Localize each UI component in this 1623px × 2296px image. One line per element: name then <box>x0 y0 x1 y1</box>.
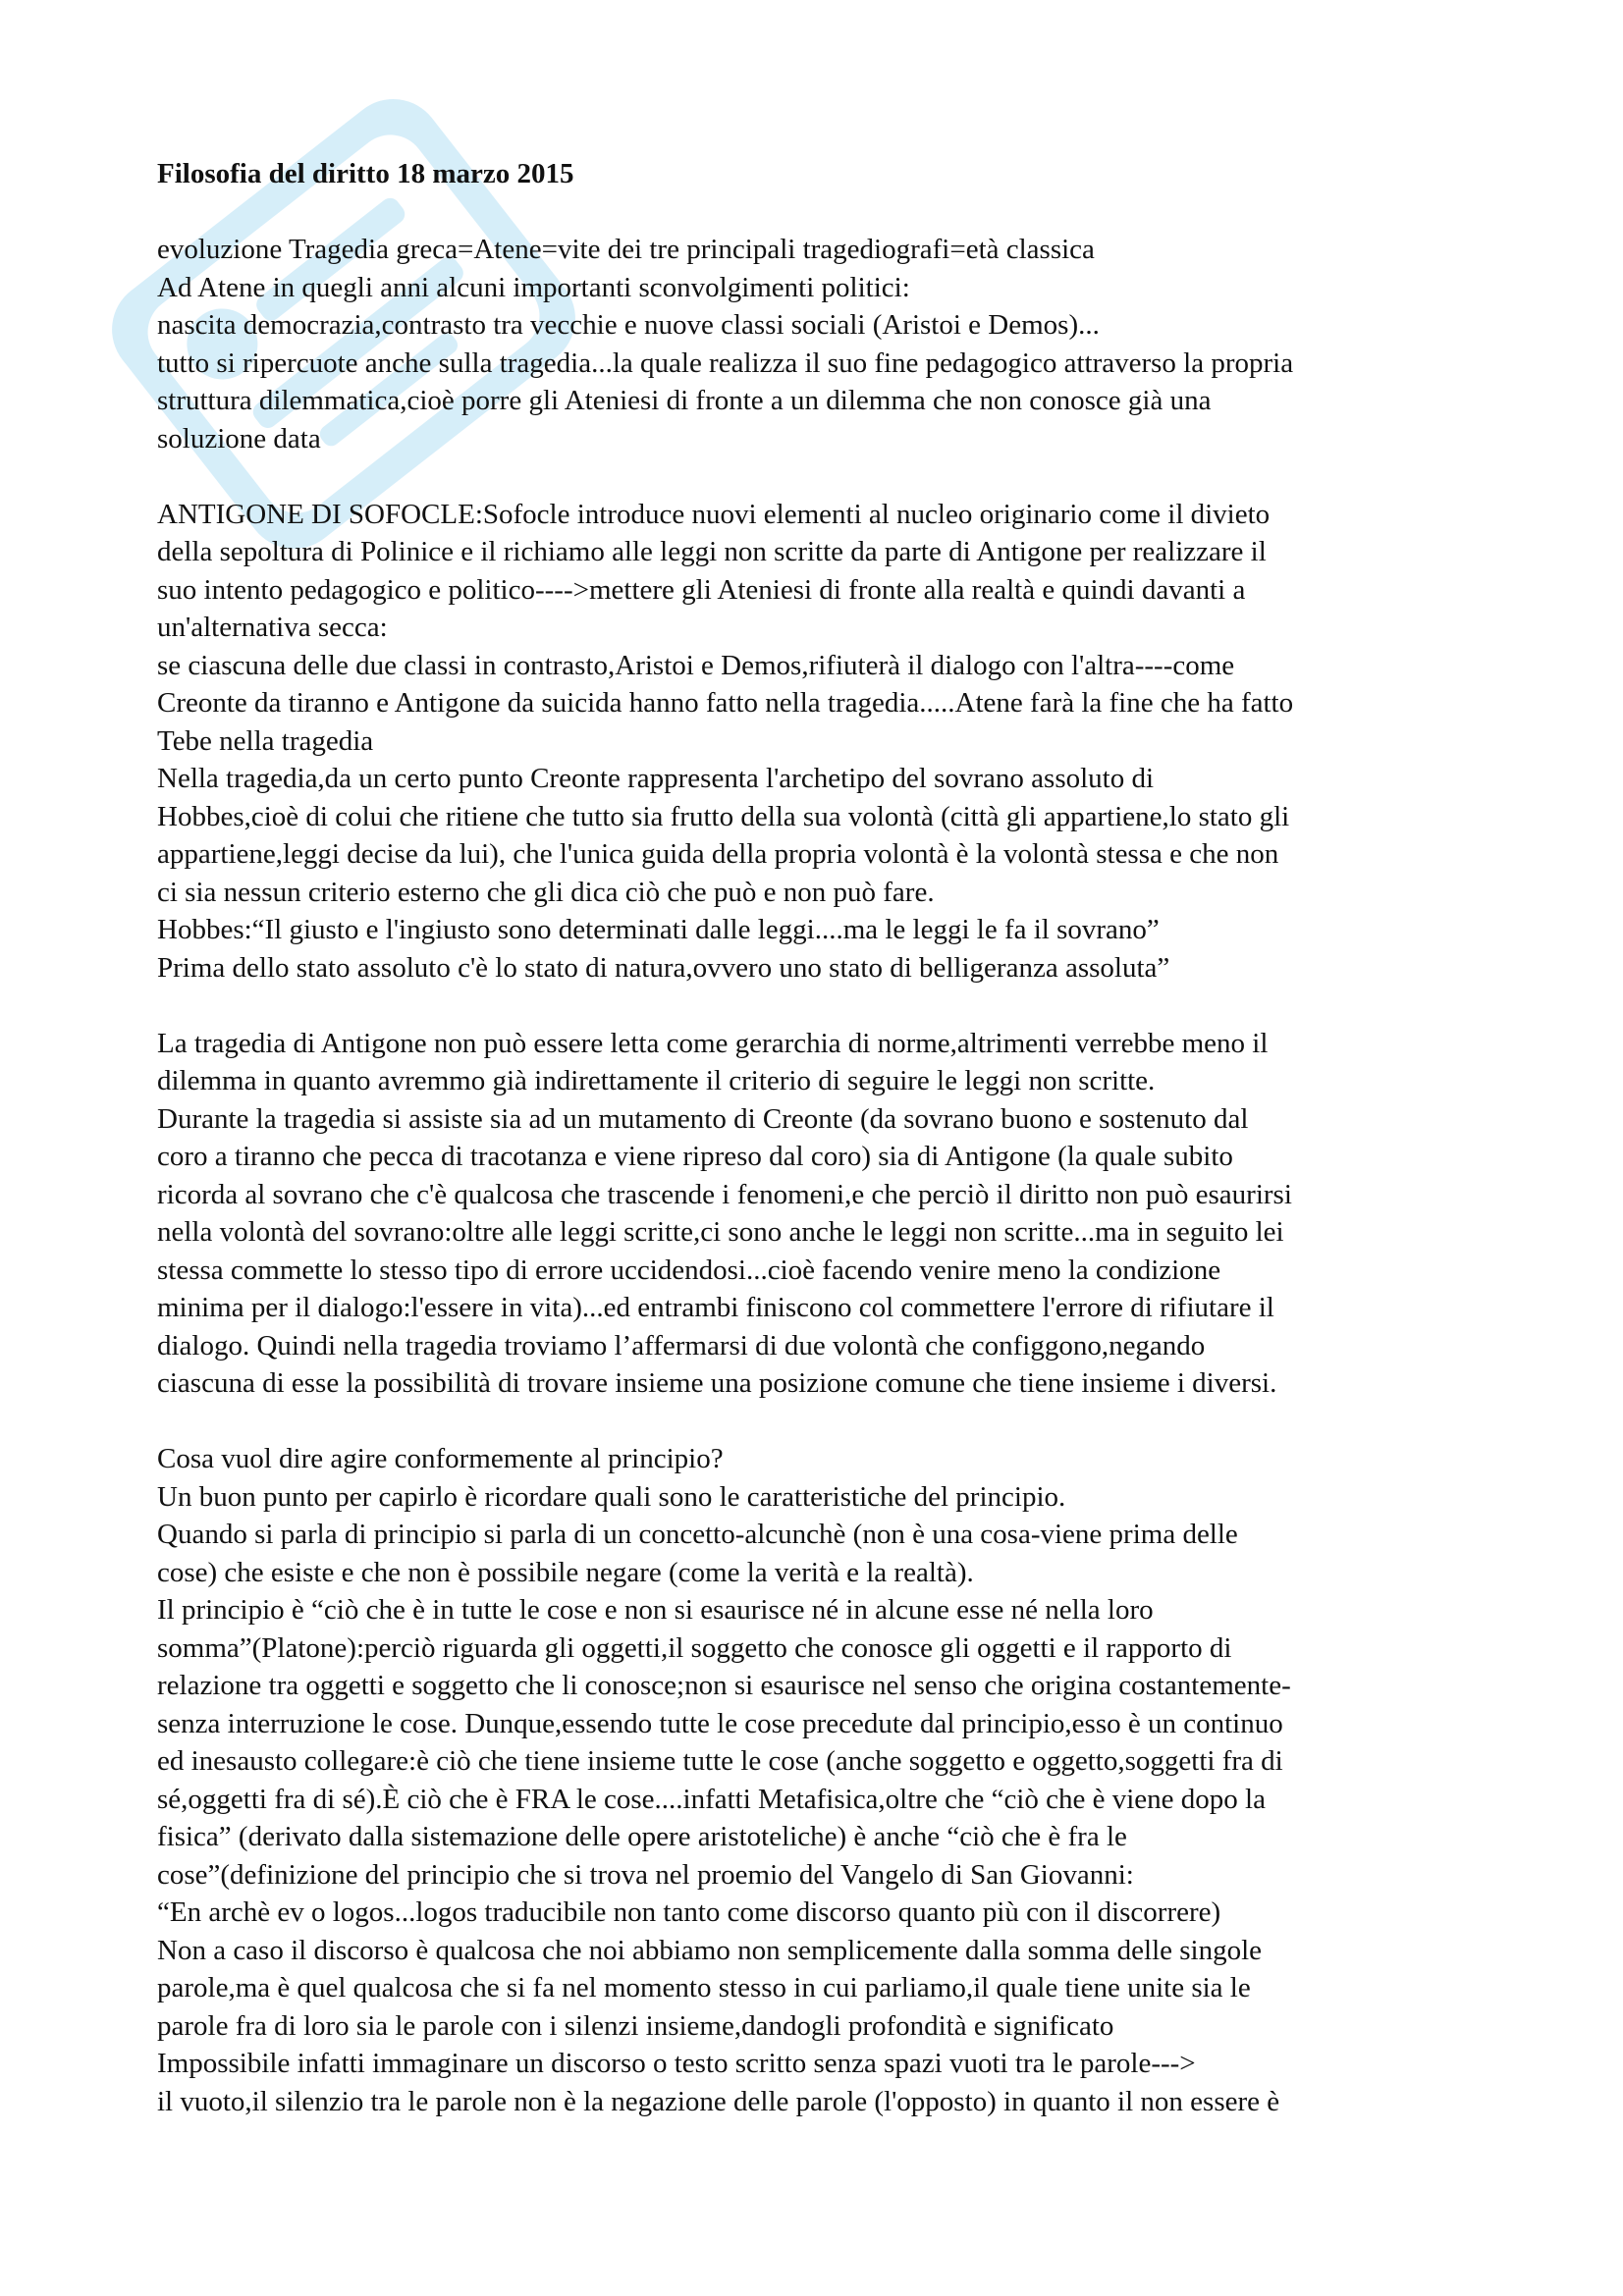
text-line: della sepoltura di Polinice e il richiamo alle leggi non scritte da parte di Antigone per realizzare il <box>157 536 1267 567</box>
paragraph <box>157 1025 1492 1403</box>
paragraphs <box>157 231 1492 2120</box>
text-line: Ad Atene in quegli anni alcuni importanti sconvolgimenti politici: <box>157 271 910 303</box>
text-line: sé,oggetti fra di sé).È ciò che è FRA le cose....infatti Metafisica,oltre che “ciò che è viene dopo la <box>157 1783 1266 1815</box>
text-line: ANTIGONE DI SOFOCLE:Sofocle introduce nuovi elementi al nucleo originario come il divieto <box>157 498 1271 530</box>
text-line: ed inesausto collegare:è ciò che tiene insieme tutte le cose (anche soggetto e oggetto,soggetti fra di <box>157 1745 1283 1777</box>
text-line: Nella tragedia,da un certo punto Creonte rappresenta l'archetipo del sovrano assoluto di <box>157 763 1155 794</box>
text-line: parole fra di loro sia le parole con i silenzi insieme,dandogli profondità e significato <box>157 2009 1114 2042</box>
text-line: “En archè ev o logos...logos traducibile non tanto come discorso quanto più con il discorrere) <box>157 1896 1221 1928</box>
text-line: Hobbes:“Il giusto e l'ingiusto sono determinati dalle leggi....ma le leggi le fa il sovrano” <box>157 914 1160 945</box>
text-line: tutto si ripercuote anche sulla tragedia...la quale realizza il suo fine pedagogico attraverso la propria <box>157 347 1294 379</box>
text-line: Prima dello stato assoluto c'è lo stato di natura,ovvero uno stato di belligeranza assoluta” <box>157 951 1170 984</box>
text-line: appartiene,leggi decise da lui), che l'unica guida della propria volontà è la volontà stessa e che non <box>157 838 1279 870</box>
text-line: cose) che esiste e che non è possibile negare (come la verità e la realtà). <box>157 1556 974 1588</box>
text-line: fisica” (derivato dalla sistemazione delle opere aristoteliche) è anche “ciò che è fra le <box>157 1821 1127 1852</box>
text-line: evoluzione Tragedia greca=Atene=vite dei tre principali tragediografi=età classica <box>157 234 1095 265</box>
text-line: Quando si parla di principio si parla di un concetto-alcunchè (non è una cosa-viene prima delle <box>157 1519 1238 1550</box>
text-line: relazione tra oggetti e soggetto che li conosce;non si esaurisce nel senso che origina costantemente- <box>157 1670 1291 1701</box>
text-line: stessa commette lo stesso tipo di errore uccidendosi...cioè facendo venire meno la condizione <box>157 1254 1221 1286</box>
text-line: nella volontà del sovrano:oltre alle leggi scritte,ci sono anche le leggi non scritte...ma in seguito lei <box>157 1216 1284 1248</box>
text-line: ciascuna di esse la possibilità di trovare insieme una posizione comune che tiene insieme i diversi. <box>157 1367 1277 1399</box>
text-line: ricorda al sovrano che c'è qualcosa che trascende i fenomeni,e che perciò il diritto non può esaurirsi <box>157 1178 1292 1210</box>
text-line: se ciascuna delle due classi in contrasto,Aristoi e Demos,rifiuterà il dialogo con l'altra----come <box>157 649 1235 681</box>
text-line: nascita democrazia,contrasto tra vecchie e nuove classi sociali (Aristoi e Demos)... <box>157 309 1100 341</box>
paragraph-gap <box>157 457 1492 496</box>
paragraph <box>157 231 1492 457</box>
text-line: Hobbes,cioè di colui che ritiene che tutto sia frutto della sua volontà (città gli appartiene,lo stato gli <box>157 800 1290 832</box>
text-line: Cosa vuol dire agire conformemente al principio? <box>157 1443 724 1474</box>
text-line: un'alternativa secca: <box>157 612 388 643</box>
text-line: senza interruzione le cose. Dunque,essendo tutte le cose precedute dal principio,esso è un continuo <box>157 1707 1283 1739</box>
text-line: Non a caso il discorso è qualcosa che noi abbiamo non semplicemente dalla somma delle singole <box>157 1934 1263 1966</box>
document-title: Filosofia del diritto 18 marzo 2015 <box>157 158 574 189</box>
text-line: coro a tiranno che pecca di tracotanza e viene ripreso dal coro) sia di Antigone (la quale subito <box>157 1141 1233 1172</box>
text-line: soluzione data <box>157 422 321 454</box>
text-line: struttura dilemmatica,cioè porre gli Ateniesi di fronte a un dilemma che non conosce già una <box>157 385 1212 416</box>
paragraph <box>157 1440 1492 2120</box>
text-line: Impossibile infatti immaginare un discorso o testo scritto senza spazi vuoti tra le parole---> <box>157 2048 1196 2079</box>
text-line: ci sia nessun criterio esterno che gli dica ciò che può e non può fare. <box>157 876 935 908</box>
paragraph-gap <box>157 987 1492 1025</box>
text-line: somma”(Platone):perciò riguarda gli oggetti,il soggetto che conosce gli oggetti e il rapporto di <box>157 1631 1232 1664</box>
text-line: parole,ma è quel qualcosa che si fa nel momento stesso in cui parliamo,il quale tiene unite sia le <box>157 1972 1251 2003</box>
text-line: il vuoto,il silenzio tra le parole non è la negazione delle parole (l'opposto) in quanto il non essere è <box>157 2085 1280 2117</box>
text-line: Durante la tragedia si assiste sia ad un mutamento di Creonte (da sovrano buono e sostenuto dal <box>157 1102 1249 1135</box>
paragraph-gap <box>157 1403 1492 1441</box>
text-line: Creonte da tiranno e Antigone da suicida hanno fatto nella tragedia.....Atene farà la fine che ha fatto <box>157 687 1294 719</box>
text-line: Il principio è “ciò che è in tutte le cose e non si esaurisce né in alcune esse né nella loro <box>157 1594 1154 1626</box>
text-line: Tebe nella tragedia <box>157 724 374 757</box>
text-line: cose”(definizione del principio che si trova nel proemio del Vangelo di San Giovanni: <box>157 1858 1134 1891</box>
text-line: dilemma in quanto avremmo già indirettamente il criterio di seguire le leggi non scritte. <box>157 1065 1156 1096</box>
text-line: suo intento pedagogico e politico---->mettere gli Ateniesi di fronte alla realtà e quindi davanti a <box>157 573 1246 606</box>
text-line: Un buon punto per capirlo è ricordare quali sono le caratteristiche del principio. <box>157 1480 1066 1513</box>
text-line: La tragedia di Antigone non può essere letta come gerarchia di norme,altrimenti verrebbe meno il <box>157 1027 1269 1059</box>
document-body <box>157 155 1492 2120</box>
text-line: dialogo. Quindi nella tragedia troviamo l’affermarsi di due volontà che configgono,negando <box>157 1329 1206 1362</box>
text-line: minima per il dialogo:l'essere in vita)...ed entrambi finiscono col commettere l'errore di rifiutare il <box>157 1292 1274 1323</box>
paragraph <box>157 496 1492 988</box>
